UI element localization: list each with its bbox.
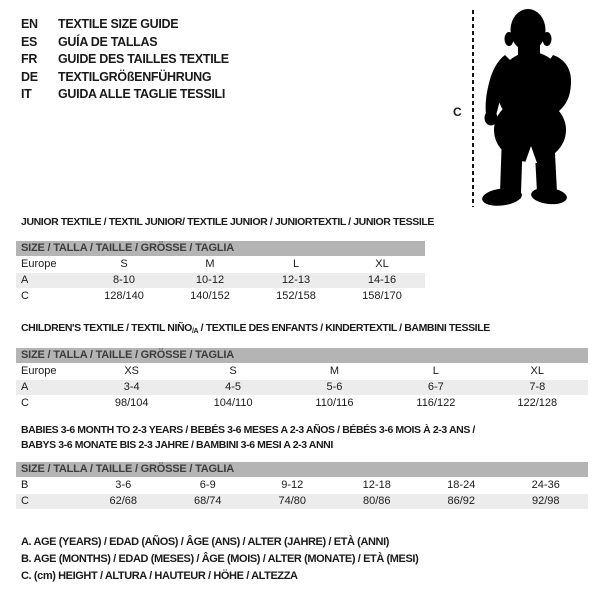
size-row xyxy=(16,273,425,289)
size-value-cell: 12-18 xyxy=(362,479,391,491)
section-title: CHILDREN'S TEXTILE / TEXTIL $NIÑO_{/A}$ / TEXTILE DES ENFANTS / KINDERTEXTIL / BAMBINI TESSILE xyxy=(21,322,490,335)
size-value-cell: 8-10 xyxy=(112,274,136,286)
language-row xyxy=(21,16,229,34)
size-table xyxy=(16,462,588,509)
size-value-cell: 6-7 xyxy=(427,381,444,393)
row-label: B xyxy=(21,479,29,491)
size-value-cell: 7-8 xyxy=(529,381,546,393)
size-value-cell: 68/74 xyxy=(193,495,222,507)
language-row xyxy=(21,51,229,69)
row-label: A xyxy=(21,381,29,393)
size-value-cell: 80/86 xyxy=(362,495,391,507)
size-value-cell: 128/140 xyxy=(104,290,144,302)
size-value-cell: 140/152 xyxy=(190,290,230,302)
size-value-cell: M xyxy=(205,258,215,270)
size-value-cell: 5-6 xyxy=(326,381,343,393)
language-row xyxy=(21,34,229,52)
size-section xyxy=(16,423,588,509)
table-header-bar: SIZE / TALLA / TAILLE / GRÖSSE / TAGLIA xyxy=(16,241,425,256)
size-section xyxy=(16,322,588,411)
size-value-cell: 104/110 xyxy=(213,397,253,409)
footnote-line: C. (cm) HEIGHT / ALTURA / HAUTEUR / HÖHE / ALTEZZA xyxy=(21,570,298,582)
size-row xyxy=(16,257,425,273)
size-value-cell: S xyxy=(229,365,237,377)
size-value-cell: XS xyxy=(124,365,140,377)
size-value-cell: 122/128 xyxy=(517,397,558,409)
language-code: DE xyxy=(21,69,38,84)
size-row xyxy=(16,289,425,305)
row-label: C xyxy=(21,495,29,507)
size-row xyxy=(16,494,588,510)
language-code: EN xyxy=(21,17,38,31)
size-table xyxy=(16,241,425,304)
size-section xyxy=(16,216,434,304)
size-table xyxy=(16,348,588,411)
language-list xyxy=(21,16,229,104)
size-row xyxy=(16,396,588,412)
language-title: GUIDA ALLE TAGLIE TESSILI xyxy=(58,87,226,101)
size-row xyxy=(16,364,588,380)
language-title: TEXTILE SIZE GUIDE xyxy=(58,17,179,31)
language-row xyxy=(21,86,229,104)
toddler-silhouette-icon xyxy=(481,5,593,211)
height-measure-dashed-line xyxy=(472,10,474,207)
size-row xyxy=(16,380,588,396)
measure-label-c: C xyxy=(453,105,462,119)
size-value-cell: 86/92 xyxy=(447,495,476,507)
size-value-cell: M xyxy=(329,365,340,377)
size-value-cell: 9-12 xyxy=(281,479,304,491)
section-title: BABIES 3-6 MONTH TO 2-3 YEARS / BEBÉS 3-6 MESES A 2-3 AÑOS / BÉBÉS 3-6 MOIS À 2-3 ANS / BABYS 3-6 MONATE BIS 2-3 JAHRE / BAMBINI 3-6 MESI A 2-3 ANNI xyxy=(21,424,475,451)
footnotes xyxy=(21,534,418,585)
size-value-cell: 3-6 xyxy=(115,479,132,491)
size-value-cell: 6-9 xyxy=(199,479,216,491)
language-code: IT xyxy=(21,87,32,101)
title-subscript: /A xyxy=(191,328,199,335)
language-title: GUÍA DE TALLAS xyxy=(58,34,158,49)
section-title: JUNIOR TEXTILE / TEXTIL JUNIOR/ TEXTILE JUNIOR / JUNIORTEXTIL / JUNIOR TESSILE xyxy=(21,216,434,228)
footnote-line: A. AGE (YEARS) / EDAD (AÑOS) / ÂGE (ANS) / ALTER (JAHRE) / ETÀ (ANNI) xyxy=(21,536,389,548)
table-header-bar: SIZE / TALLA / TAILLE / GRÖSSE / TAGLIA xyxy=(16,348,588,363)
size-value-cell: 152/158 xyxy=(276,290,316,302)
row-label: C xyxy=(21,290,29,302)
size-value-cell: L xyxy=(292,258,300,270)
size-value-cell: 110/116 xyxy=(315,397,354,409)
table-header-bar: SIZE / TALLA / TAILLE / GRÖSSE / TAGLIA xyxy=(16,462,588,477)
size-value-cell: 92/98 xyxy=(531,495,560,507)
size-value-cell: L xyxy=(432,365,439,377)
language-code: FR xyxy=(21,52,38,66)
size-value-cell: 116/122 xyxy=(416,397,456,409)
size-value-cell: 14-16 xyxy=(367,274,397,286)
size-value-cell: 62/68 xyxy=(109,495,138,507)
size-value-cell: 24-36 xyxy=(531,479,560,491)
size-value-cell: 98/104 xyxy=(114,397,149,409)
size-value-cell: 10-12 xyxy=(195,274,225,286)
size-value-cell: 12-13 xyxy=(281,274,311,286)
size-value-cell: 3-4 xyxy=(123,381,140,393)
size-row xyxy=(16,478,588,494)
size-value-cell: S xyxy=(120,258,128,270)
row-label: A xyxy=(21,274,29,286)
footnote-line: B. AGE (MONTHS) / EDAD (MESES) / ÂGE (MOIS) / ALTER (MONATE) / ETÀ (MESI) xyxy=(21,553,419,565)
size-value-cell: 158/170 xyxy=(362,290,402,302)
size-value-cell: 4-5 xyxy=(225,381,242,393)
size-value-cell: 18-24 xyxy=(447,479,476,491)
language-row xyxy=(21,69,229,87)
language-title: TEXTILGRÖßENFÜHRUNG xyxy=(58,69,212,84)
size-value-cell: 74/80 xyxy=(278,495,307,507)
row-label: Europe xyxy=(21,365,57,377)
size-value-cell: XL xyxy=(530,365,545,377)
row-label: Europe xyxy=(21,258,57,270)
row-label: C xyxy=(21,397,29,409)
size-value-cell: XL xyxy=(375,258,389,270)
language-code: ES xyxy=(21,34,38,49)
language-title: GUIDE DES TAILLES TEXTILE xyxy=(58,52,229,66)
